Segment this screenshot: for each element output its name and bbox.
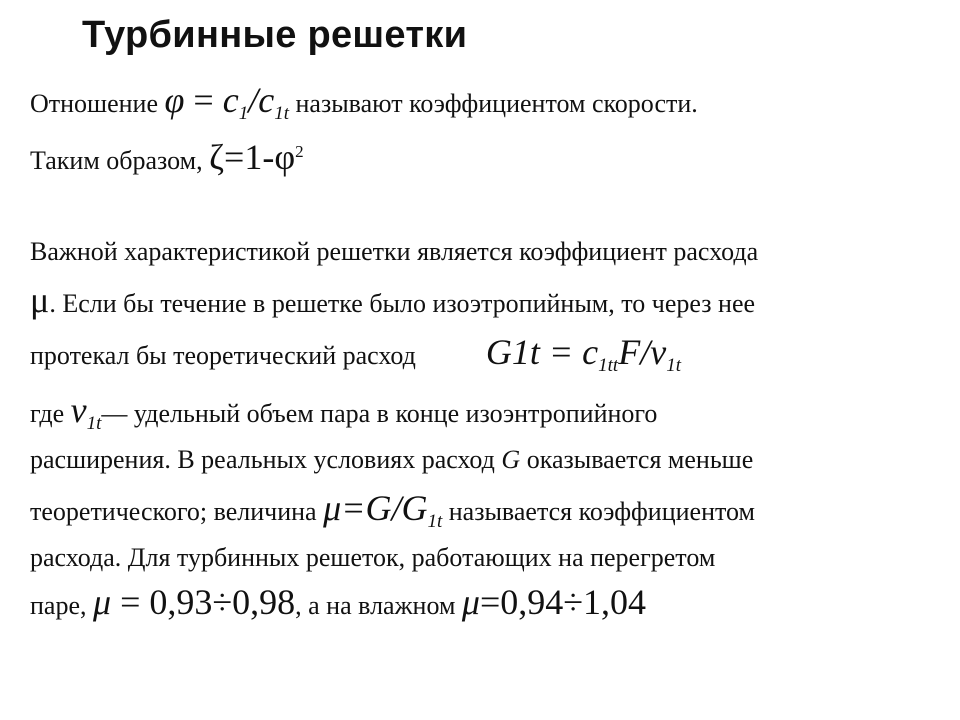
- formula-g1t: G1t = c: [485, 332, 599, 372]
- formula-f-over-v: F/v: [618, 332, 667, 372]
- symbol-mu-superheated: μ: [93, 582, 112, 622]
- range-superheated: = 0,93÷0,98: [111, 582, 296, 622]
- text-isentropic: . Если бы течение в решетке было изоэтропийным, то через нее: [49, 289, 756, 318]
- text-wet: , а на влажном: [295, 591, 462, 620]
- text-loss-intro: Таким образом,: [30, 146, 210, 175]
- text-less: оказывается меньше: [520, 445, 754, 474]
- formula-zeta: ζ=1-φ: [209, 137, 296, 177]
- symbol-g: G: [501, 445, 521, 474]
- formula-g-ratio: G/G: [365, 488, 428, 528]
- line-isentropic-flow: [30, 280, 755, 324]
- superscript-2: 2: [295, 142, 304, 161]
- text-theoretical-flow: протекал бы теоретический расход: [30, 341, 416, 370]
- line-mu-ranges: [30, 582, 646, 626]
- line-real-conditions: [30, 440, 753, 480]
- symbol-equals: =: [184, 80, 223, 120]
- line-specific-volume: [30, 390, 657, 444]
- line-loss-coefficient: [30, 132, 304, 181]
- subscript-v1t: 1t: [666, 355, 681, 376]
- symbol-c1: c: [222, 80, 239, 120]
- text-called-coefficient: называется коэффициентом: [442, 497, 755, 526]
- line-flow-coefficient-intro: [30, 232, 758, 272]
- symbol-mu-eq: μ=: [323, 488, 366, 528]
- range-wet: =0,94÷1,04: [480, 582, 647, 622]
- text-specific-volume: — удельный объем пара в конце изоэнтропийного: [101, 399, 658, 428]
- line-theoretical-flow: [30, 332, 681, 386]
- subscript-1tt: 1tt: [598, 355, 619, 376]
- symbol-mu-wet: μ: [461, 582, 480, 622]
- text-where: где: [30, 399, 71, 428]
- symbol-phi: φ: [164, 80, 185, 120]
- text-steam: паре,: [30, 591, 93, 620]
- subscript-v-1t: 1t: [86, 413, 102, 434]
- subscript-1: 1: [238, 103, 249, 124]
- slide-title: Турбинные решетки: [82, 14, 468, 56]
- symbol-v: v: [70, 390, 87, 430]
- symbol-slash: /: [248, 80, 259, 120]
- symbol-mu: μ: [30, 280, 50, 320]
- text-real-conditions: расширения. В реальных условиях расход: [30, 445, 502, 474]
- text-velocity-intro: Отношение: [30, 89, 165, 118]
- text-velocity-outro: называют коэффициентом скорости.: [288, 89, 698, 118]
- subscript-1t: 1t: [274, 103, 289, 124]
- line-velocity-coefficient: [30, 80, 698, 134]
- subscript-g-1t: 1t: [427, 511, 443, 532]
- text-theoretical-value: теоретического; величина: [30, 497, 324, 526]
- text-flow-coefficient: Важной характеристикой решетки является коэффициент расхода: [30, 237, 759, 266]
- line-turbine-cascades: [30, 538, 715, 578]
- text-turbine-cascades: расхода. Для турбинных решеток, работающих на перегретом: [30, 543, 716, 572]
- symbol-c1t: c: [258, 80, 275, 120]
- line-mu-definition: [30, 488, 755, 542]
